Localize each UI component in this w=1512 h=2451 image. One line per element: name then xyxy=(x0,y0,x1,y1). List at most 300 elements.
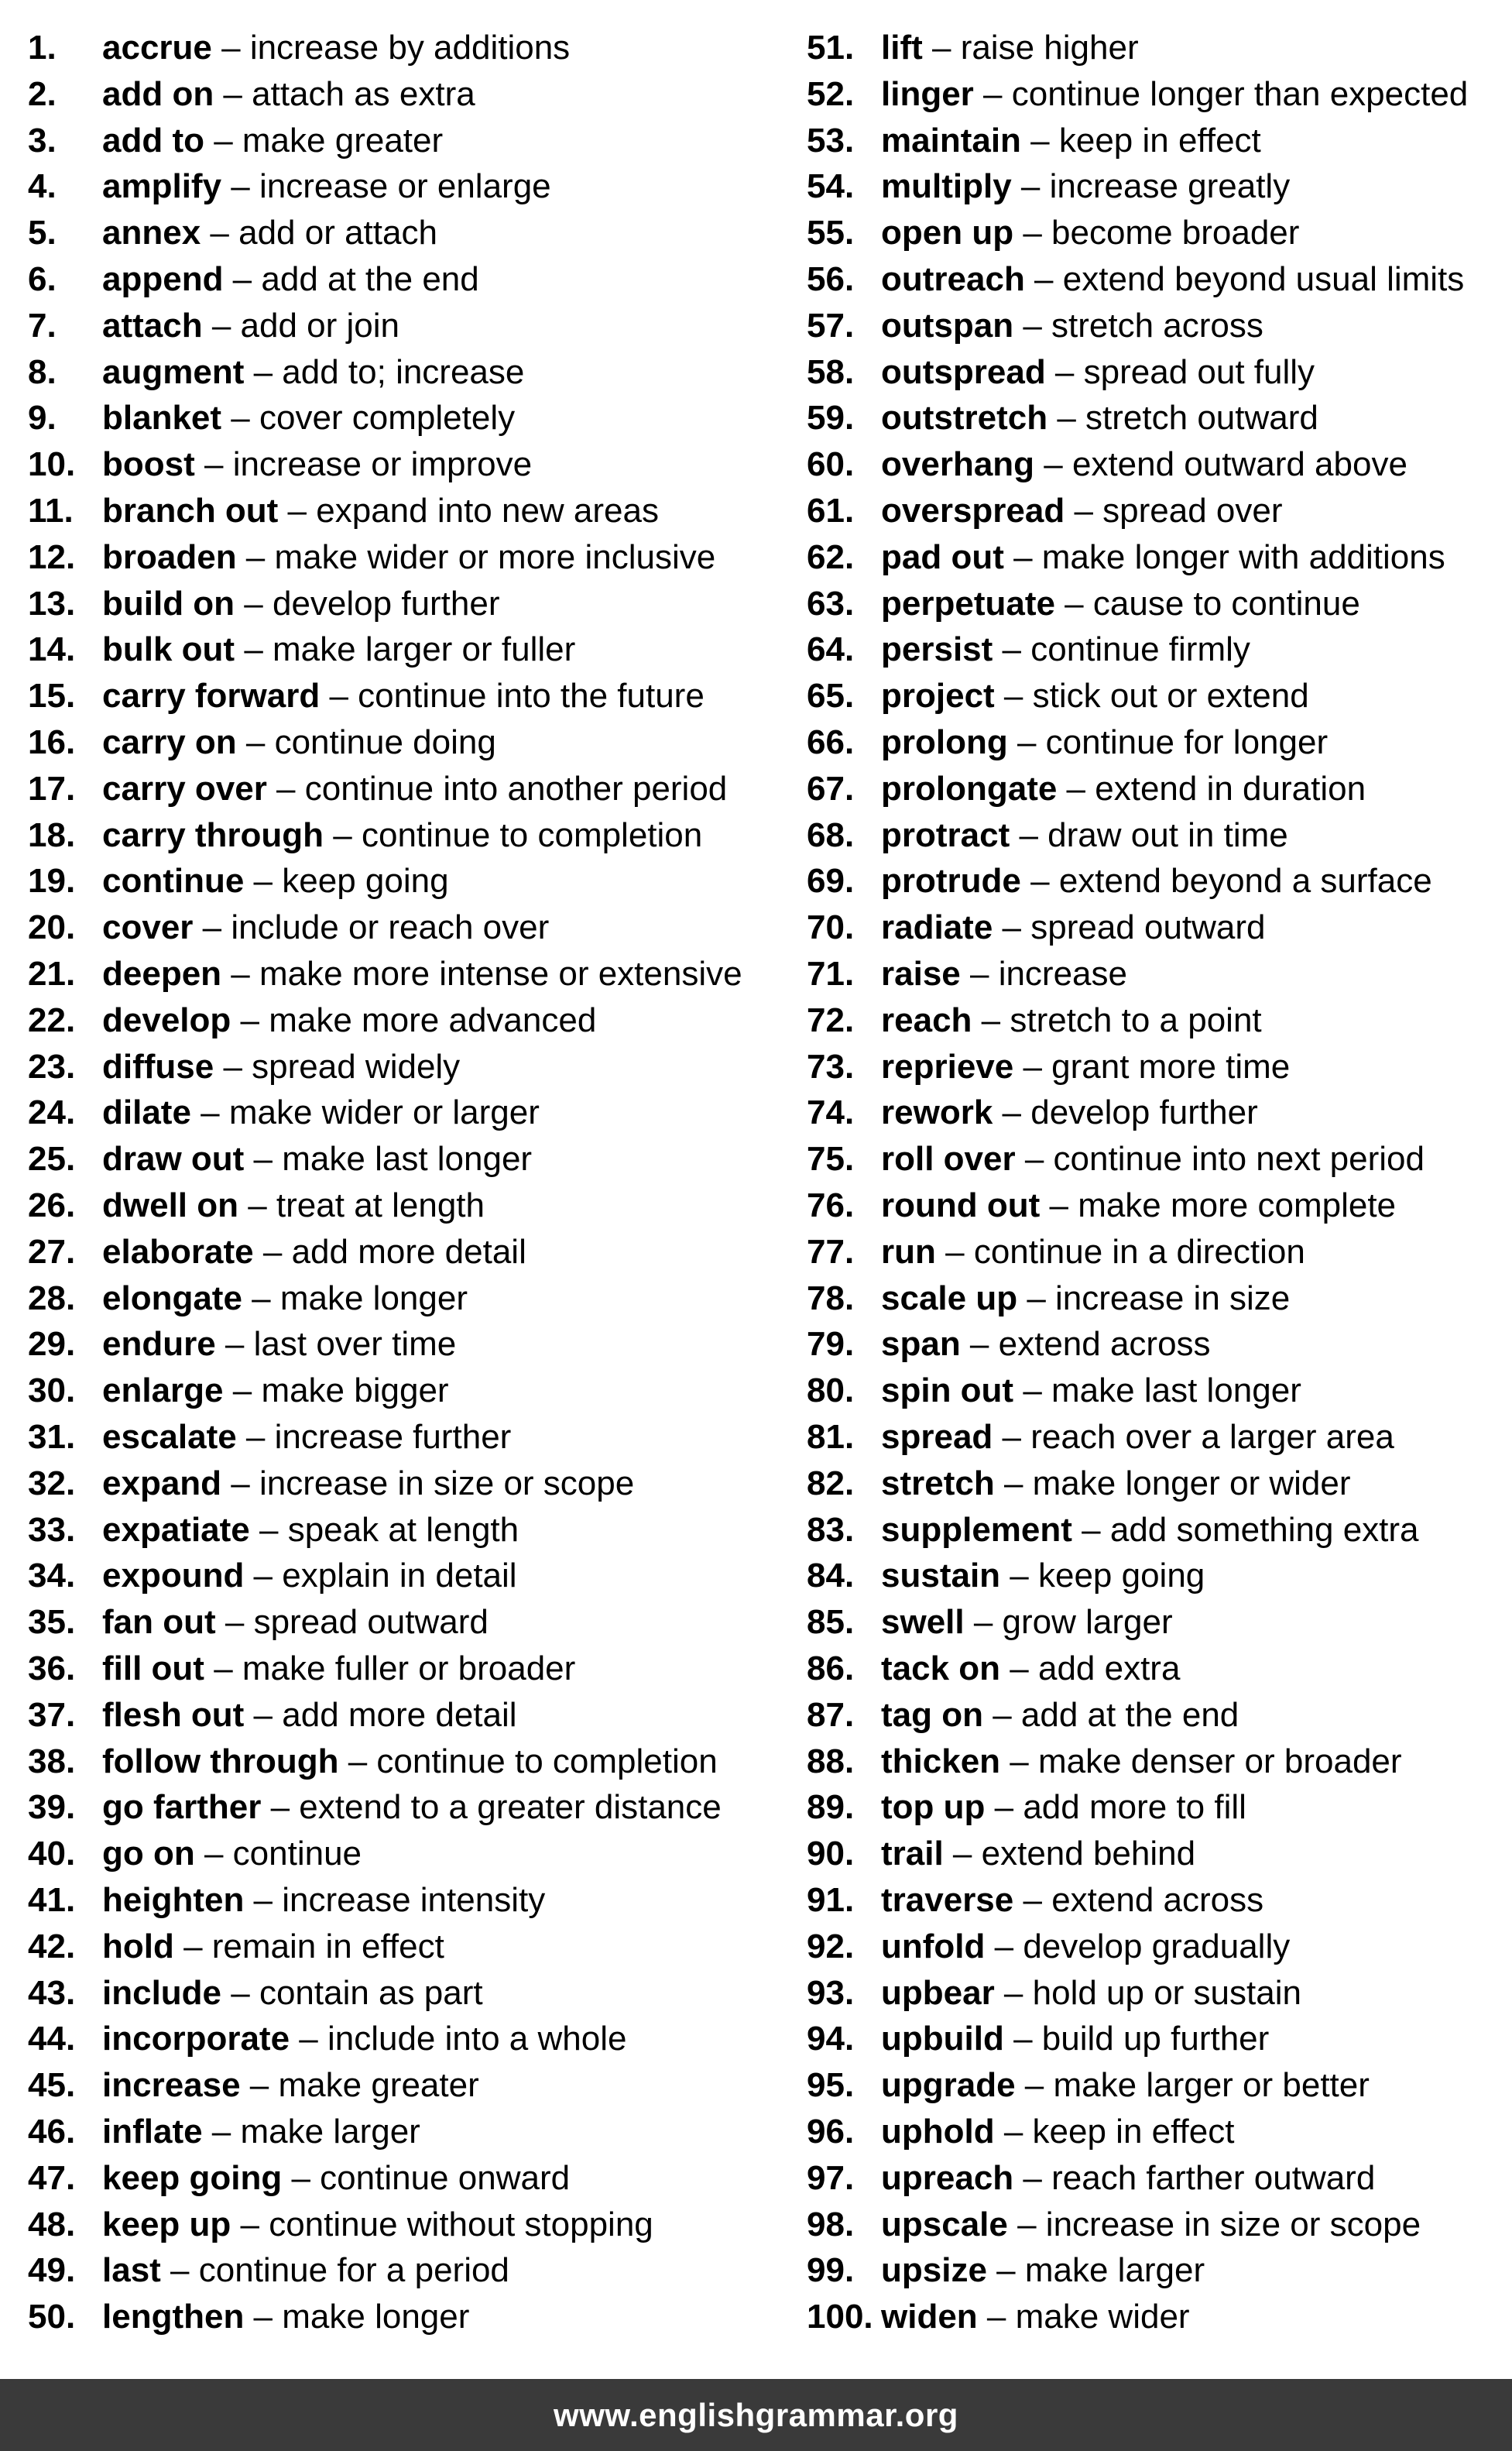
item-separator: – xyxy=(240,2066,279,2105)
list-item xyxy=(807,581,1360,627)
item-separator: – xyxy=(266,769,305,808)
item-separator: – xyxy=(985,1927,1023,1965)
item-separator: – xyxy=(1000,1742,1038,1780)
item-number: 80. xyxy=(807,1371,855,1410)
item-number: 36. xyxy=(28,1649,76,1687)
list-item xyxy=(807,1368,1301,1414)
item-word: blanket xyxy=(102,399,222,438)
item-separator: – xyxy=(994,2113,1033,2151)
item-definition: continue to completion xyxy=(376,1742,718,1780)
item-separator: – xyxy=(204,121,242,160)
item-separator: – xyxy=(922,29,961,67)
item-separator: – xyxy=(320,677,358,716)
item-definition: continue in a direction xyxy=(973,1232,1305,1271)
item-word: elongate xyxy=(102,1279,242,1317)
item-separator: – xyxy=(193,908,231,947)
item-separator: – xyxy=(986,2251,1025,2290)
item-definition: grant more time xyxy=(1051,1047,1291,1086)
item-definition: make larger or fuller xyxy=(273,630,576,669)
item-separator: – xyxy=(215,1603,254,1642)
item-definition: increase xyxy=(998,955,1127,993)
item-number: 85. xyxy=(807,1603,855,1642)
item-number: 55. xyxy=(807,214,855,252)
item-separator: – xyxy=(244,2298,283,2336)
item-word: fan out xyxy=(102,1603,216,1642)
list-item xyxy=(807,812,1288,859)
item-definition: spread widely xyxy=(252,1047,461,1086)
item-separator: – xyxy=(1054,584,1093,623)
item-word: add on xyxy=(102,74,214,113)
item-number: 71. xyxy=(807,955,855,993)
item-separator: – xyxy=(1003,2020,1042,2058)
item-word: spin out xyxy=(881,1371,1014,1410)
item-definition: expand into new areas xyxy=(316,492,659,530)
item-definition: extend across xyxy=(1051,1881,1264,1919)
item-number: 34. xyxy=(28,1557,76,1595)
item-definition: cover completely xyxy=(259,399,516,438)
item-definition: make greater xyxy=(242,121,444,160)
item-number: 5. xyxy=(28,214,57,252)
item-number: 25. xyxy=(28,1140,76,1179)
item-number: 99. xyxy=(807,2251,855,2290)
item-separator: – xyxy=(231,1001,269,1039)
item-word: radiate xyxy=(881,908,993,947)
list-item xyxy=(28,395,515,441)
item-word: top up xyxy=(881,1788,986,1827)
item-definition: make last longer xyxy=(1051,1371,1301,1410)
item-separator: – xyxy=(1000,1649,1038,1687)
item-word: widen xyxy=(881,2298,978,2336)
list-item xyxy=(28,1507,519,1553)
item-definition: spread outward xyxy=(1030,908,1266,947)
list-item xyxy=(807,1784,1246,1831)
item-number: 88. xyxy=(807,1742,855,1780)
item-number: 62. xyxy=(807,537,855,576)
list-item xyxy=(28,1877,545,1924)
item-definition: make larger xyxy=(240,2113,420,2151)
item-word: accrue xyxy=(102,29,212,67)
item-separator: – xyxy=(1013,2158,1052,2197)
list-item xyxy=(807,766,1366,812)
item-number: 15. xyxy=(28,677,76,716)
list-item xyxy=(28,1368,449,1414)
item-separator: – xyxy=(1015,2066,1054,2105)
list-item xyxy=(28,951,742,997)
item-separator: – xyxy=(1015,1140,1054,1179)
item-word: persist xyxy=(881,630,993,669)
item-number: 91. xyxy=(807,1881,855,1919)
item-definition: add at the end xyxy=(261,260,479,298)
item-separator: – xyxy=(943,1835,982,1873)
item-number: 33. xyxy=(28,1510,76,1549)
item-word: protract xyxy=(881,815,1010,854)
list-item xyxy=(807,1646,1180,1692)
list-item xyxy=(28,2294,469,2340)
item-number: 1. xyxy=(28,29,57,67)
item-word: go on xyxy=(102,1835,195,1873)
item-number: 21. xyxy=(28,955,76,993)
item-word: sustain xyxy=(881,1557,1001,1595)
item-separator: – xyxy=(993,1418,1031,1456)
item-separator: – xyxy=(993,630,1031,669)
list-item xyxy=(28,118,443,164)
item-definition: make more complete xyxy=(1078,1186,1397,1224)
list-item xyxy=(807,2247,1205,2294)
item-definition: keep going xyxy=(282,862,449,901)
item-definition: include or reach over xyxy=(231,908,550,947)
item-word: expand xyxy=(102,1464,222,1502)
item-definition: make larger xyxy=(1024,2251,1205,2290)
item-separator: – xyxy=(238,1186,276,1224)
list-item xyxy=(807,395,1318,441)
list-item xyxy=(807,1599,1173,1646)
item-word: fill out xyxy=(102,1649,204,1687)
list-item xyxy=(807,118,1261,164)
item-number: 94. xyxy=(807,2020,855,2058)
list-item xyxy=(28,1646,575,1692)
item-number: 95. xyxy=(807,2066,855,2105)
item-number: 84. xyxy=(807,1557,855,1595)
item-number: 79. xyxy=(807,1325,855,1364)
item-separator: – xyxy=(249,1510,288,1549)
item-definition: develop further xyxy=(272,584,500,623)
item-separator: – xyxy=(194,1835,233,1873)
item-number: 76. xyxy=(807,1186,855,1224)
list-item xyxy=(28,1553,517,1599)
item-word: develop xyxy=(102,1001,231,1039)
item-word: traverse xyxy=(881,1881,1014,1919)
item-separator: – xyxy=(1057,769,1095,808)
item-definition: stretch outward xyxy=(1085,399,1318,438)
item-word: flesh out xyxy=(102,1695,245,1734)
item-definition: develop gradually xyxy=(1023,1927,1291,1965)
list-item xyxy=(28,1321,456,1368)
item-number: 74. xyxy=(807,1093,855,1132)
item-number: 18. xyxy=(28,815,76,854)
list-item xyxy=(807,1692,1239,1739)
list-item xyxy=(28,1831,362,1877)
list-item xyxy=(28,2016,626,2062)
item-word: carry through xyxy=(102,815,324,854)
item-number: 31. xyxy=(28,1418,76,1456)
item-number: 42. xyxy=(28,1927,76,1965)
list-item xyxy=(807,303,1263,349)
item-word: swell xyxy=(881,1603,965,1642)
item-definition: cause to continue xyxy=(1092,584,1360,623)
item-separator: – xyxy=(160,2251,199,2290)
list-item xyxy=(28,303,399,349)
item-number: 44. xyxy=(28,2020,76,2058)
item-separator: – xyxy=(1017,1279,1056,1317)
item-definition: add or attach xyxy=(238,214,437,252)
item-number: 26. xyxy=(28,1186,76,1224)
item-number: 93. xyxy=(807,1973,855,2012)
item-definition: increase in size or scope xyxy=(1045,2205,1421,2243)
item-definition: contain as part xyxy=(259,1973,483,2012)
item-word: overhang xyxy=(881,445,1035,484)
list-item xyxy=(807,1970,1301,2017)
item-word: reprieve xyxy=(881,1047,1014,1086)
item-number: 22. xyxy=(28,1001,76,1039)
list-item xyxy=(807,256,1464,303)
list-item xyxy=(28,1970,483,2017)
item-word: upbuild xyxy=(881,2020,1004,2058)
item-word: prolong xyxy=(881,723,1008,761)
item-number: 39. xyxy=(28,1788,76,1827)
item-separator: – xyxy=(290,2020,327,2058)
item-word: diffuse xyxy=(102,1047,214,1086)
item-word: tack on xyxy=(881,1649,1001,1687)
item-number: 37. xyxy=(28,1695,76,1734)
item-separator: – xyxy=(1003,537,1042,576)
list-item xyxy=(28,441,532,488)
item-number: 57. xyxy=(807,306,855,345)
item-word: bulk out xyxy=(102,630,235,669)
list-item xyxy=(807,1553,1205,1599)
item-definition: add at the end xyxy=(1020,1695,1239,1734)
item-word: project xyxy=(881,677,995,716)
item-number: 28. xyxy=(28,1279,76,1317)
item-separator: – xyxy=(221,167,259,206)
item-number: 43. xyxy=(28,1973,76,2012)
item-separator: – xyxy=(1040,1186,1078,1224)
list-item xyxy=(28,534,715,581)
item-definition: continue longer than expected xyxy=(1011,74,1469,113)
item-word: carry on xyxy=(102,723,237,761)
list-item xyxy=(28,581,500,627)
item-word: lengthen xyxy=(102,2298,245,2336)
item-word: span xyxy=(881,1325,961,1364)
item-definition: make denser or broader xyxy=(1037,1742,1402,1780)
list-item xyxy=(28,1739,718,1785)
item-separator: – xyxy=(231,2205,269,2243)
list-item xyxy=(807,905,1266,951)
item-definition: include into a whole xyxy=(327,2020,627,2058)
list-item xyxy=(28,673,705,719)
item-number: 23. xyxy=(28,1047,76,1086)
item-definition: spread over xyxy=(1102,492,1283,530)
item-separator: – xyxy=(1007,723,1046,761)
item-separator: – xyxy=(244,1695,283,1734)
item-definition: extend behind xyxy=(981,1835,1196,1873)
item-separator: – xyxy=(221,1464,259,1502)
item-number: 63. xyxy=(807,584,855,623)
item-number: 10. xyxy=(28,445,76,484)
list-item xyxy=(807,1183,1396,1229)
list-item xyxy=(28,812,702,859)
item-separator: – xyxy=(236,1418,275,1456)
list-item xyxy=(807,534,1445,581)
list-item xyxy=(28,2109,420,2155)
item-word: spread xyxy=(881,1418,993,1456)
item-number: 6. xyxy=(28,260,57,298)
item-word: maintain xyxy=(881,121,1021,160)
item-number: 4. xyxy=(28,167,57,206)
item-definition: add something extra xyxy=(1109,1510,1419,1549)
list-item xyxy=(807,626,1250,673)
item-word: draw out xyxy=(102,1140,245,1179)
item-word: upreach xyxy=(881,2158,1014,2197)
item-definition: continue without stopping xyxy=(269,2205,653,2243)
item-word: roll over xyxy=(881,1140,1016,1179)
list-item xyxy=(28,1229,526,1275)
list-item xyxy=(807,673,1309,719)
item-word: prolongate xyxy=(881,769,1058,808)
item-number: 100. xyxy=(807,2298,873,2336)
item-word: upbear xyxy=(881,1973,995,2012)
list-item xyxy=(807,1229,1305,1275)
item-word: tag on xyxy=(881,1695,983,1734)
list-item xyxy=(28,1924,444,1970)
item-definition: treat at length xyxy=(276,1186,485,1224)
item-number: 30. xyxy=(28,1371,76,1410)
item-number: 89. xyxy=(807,1788,855,1827)
item-separator: – xyxy=(194,445,233,484)
item-word: elaborate xyxy=(102,1232,254,1271)
item-word: build on xyxy=(102,584,235,623)
item-separator: – xyxy=(235,630,273,669)
list-item xyxy=(807,2109,1234,2155)
item-definition: continue to completion xyxy=(361,815,703,854)
item-number: 70. xyxy=(807,908,855,947)
item-definition: make bigger xyxy=(261,1371,449,1410)
item-word: incorporate xyxy=(102,2020,290,2058)
item-number: 67. xyxy=(807,769,855,808)
item-number: 96. xyxy=(807,2113,855,2151)
item-number: 48. xyxy=(28,2205,76,2243)
item-word: increase xyxy=(102,2066,241,2105)
item-word: go farther xyxy=(102,1788,262,1827)
item-word: dwell on xyxy=(102,1186,238,1224)
item-word: expound xyxy=(102,1557,245,1595)
list-item xyxy=(28,766,727,812)
item-number: 12. xyxy=(28,537,76,576)
item-number: 83. xyxy=(807,1510,855,1549)
item-word: supplement xyxy=(881,1510,1072,1549)
list-item xyxy=(28,905,549,951)
item-separator: – xyxy=(1000,1557,1038,1595)
item-definition: make longer xyxy=(279,1279,468,1317)
item-definition: speak at length xyxy=(287,1510,519,1549)
item-separator: – xyxy=(244,1881,283,1919)
list-item xyxy=(807,488,1283,534)
list-item xyxy=(28,1183,485,1229)
list-item xyxy=(807,2062,1370,2109)
item-number: 86. xyxy=(807,1649,855,1687)
item-number: 8. xyxy=(28,352,57,391)
item-number: 17. xyxy=(28,769,76,808)
item-word: round out xyxy=(881,1186,1041,1224)
list-item xyxy=(807,25,1139,71)
item-separator: – xyxy=(960,955,999,993)
item-separator: – xyxy=(338,1742,377,1780)
item-number: 73. xyxy=(807,1047,855,1086)
footer-bar xyxy=(0,2379,1512,2451)
item-word: raise xyxy=(881,955,961,993)
item-definition: spread out fully xyxy=(1083,352,1315,391)
item-definition: make more advanced xyxy=(269,1001,597,1039)
item-word: uphold xyxy=(881,2113,995,2151)
item-separator: – xyxy=(204,1649,242,1687)
item-word: broaden xyxy=(102,537,237,576)
item-number: 97. xyxy=(807,2158,855,2197)
item-definition: add to; increase xyxy=(282,352,525,391)
item-definition: increase further xyxy=(274,1418,512,1456)
item-definition: continue onward xyxy=(320,2158,571,2197)
list-item xyxy=(807,1739,1402,1785)
item-definition: make longer with additions xyxy=(1041,537,1445,576)
item-definition: increase in size or scope xyxy=(259,1464,635,1502)
item-separator: – xyxy=(221,399,259,438)
item-word: overspread xyxy=(881,492,1065,530)
list-item xyxy=(28,2202,653,2248)
item-word: pad out xyxy=(881,537,1004,576)
item-number: 64. xyxy=(807,630,855,669)
item-separator: – xyxy=(282,2158,321,2197)
item-definition: keep in effect xyxy=(1058,121,1261,160)
item-number: 13. xyxy=(28,584,76,623)
item-separator: – xyxy=(244,1140,283,1179)
list-item xyxy=(28,1692,517,1739)
item-word: outspread xyxy=(881,352,1046,391)
item-definition: keep in effect xyxy=(1032,2113,1235,2151)
item-word: keep up xyxy=(102,2205,231,2243)
list-item xyxy=(807,210,1299,256)
item-word: keep going xyxy=(102,2158,283,2197)
item-number: 51. xyxy=(807,29,855,67)
item-separator: – xyxy=(253,1232,292,1271)
list-item xyxy=(28,2062,479,2109)
item-definition: add more to fill xyxy=(1023,1788,1246,1827)
list-item xyxy=(28,256,479,303)
item-separator: – xyxy=(964,1603,1003,1642)
item-number: 59. xyxy=(807,399,855,438)
list-item xyxy=(807,1275,1290,1322)
item-number: 56. xyxy=(807,260,855,298)
item-number: 54. xyxy=(807,167,855,206)
item-number: 50. xyxy=(28,2298,76,2336)
item-word: run xyxy=(881,1232,936,1271)
item-definition: raise higher xyxy=(960,29,1139,67)
item-definition: develop further xyxy=(1030,1093,1258,1132)
item-definition: add extra xyxy=(1037,1649,1181,1687)
item-separator: – xyxy=(1013,1371,1052,1410)
item-word: escalate xyxy=(102,1418,237,1456)
list-item xyxy=(807,2294,1190,2340)
item-separator: – xyxy=(973,74,1012,113)
list-item xyxy=(807,1507,1419,1553)
item-number: 27. xyxy=(28,1232,76,1271)
item-word: carry over xyxy=(102,769,267,808)
item-separator: – xyxy=(236,723,275,761)
item-definition: grow larger xyxy=(1002,1603,1173,1642)
item-word: continue xyxy=(102,862,245,901)
item-separator: – xyxy=(1047,399,1086,438)
list-item xyxy=(28,488,659,534)
item-separator: – xyxy=(993,908,1031,947)
item-definition: add more detail xyxy=(282,1695,517,1734)
item-separator: – xyxy=(1071,1510,1110,1549)
item-word: thicken xyxy=(881,1742,1001,1780)
item-number: 53. xyxy=(807,121,855,160)
item-word: unfold xyxy=(881,1927,986,1965)
item-definition: draw out in time xyxy=(1047,815,1288,854)
list-item xyxy=(807,1461,1351,1507)
list-item xyxy=(28,997,596,1044)
item-word: boost xyxy=(102,445,195,484)
item-separator: – xyxy=(1045,352,1084,391)
item-separator: – xyxy=(994,677,1033,716)
